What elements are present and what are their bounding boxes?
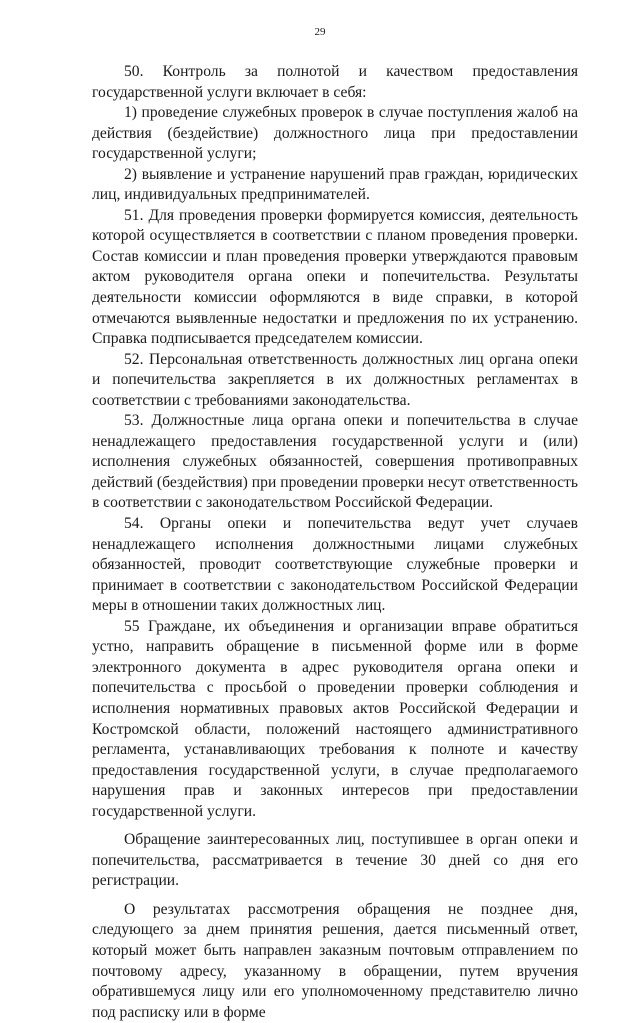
- paragraph-52: 52. Персональная ответственность должностных лиц органа опеки и попечительства закрепляется в их должностных регламентах в соответствии с требованиями законодательства.: [92, 350, 578, 409]
- paragraph-50: 50. Контроль за полнотой и качеством предоставления государственной услуги включает в себя:: [92, 63, 578, 101]
- page-number: 29: [314, 26, 326, 38]
- paragraph-50-item-1: 1) проведение служебных проверок в случае поступления жалоб на действия (бездействие) должностного лица при предоставлении государственной услуги;: [92, 104, 578, 163]
- paragraph-appeal-review: Обращение заинтересованных лиц, поступившее в орган опеки и попечительства, рассматривается в течение 30 дней со дня его регистрации.: [92, 831, 578, 890]
- paragraph-55: 55 Граждане, их объединения и организации вправе обратиться устно, направить обращение в письменной форме или в форме электронного документа в адрес руководителя органа опеки и попечительства с просьбой о проведении проверки соблюдения и исполнения нормативных правовых актов Российской Федерации и Костромской области, положений настоящего административного регламента, устанавливающих требования к полноте и качеству предоставления государственной услуги, в случае предполагаемого нарушения прав и законных интересов при предоставлении государственной услуги.: [92, 617, 578, 820]
- paragraph-50-item-2: 2) выявление и устранение нарушений прав граждан, юридических лиц, индивидуальных предпринимателей.: [92, 165, 578, 204]
- paragraph-appeal-result: О результатах рассмотрения обращения не позднее дня, следующего за днем принятия решения, дается письменный ответ, который может быть направлен заказным почтовым отправлением по почтовому адресу, указанному в обращении, путем вручения обратившемуся лицу или его уполномоченному представителю лично под расписку или в форме: [92, 900, 578, 1021]
- document-body: [92, 62, 578, 1023]
- paragraph-54: 54. Органы опеки и попечительства ведут учет случаев ненадлежащего исполнения должностными лицами служебных обязанностей, проводит соответствующие служебные проверки и принимает в соответствии с законодательством Российской Федерации меры в отношении таких должностных лиц.: [92, 515, 578, 615]
- paragraph-51: 51. Для проведения проверки формируется комиссия, деятельность которой осуществляется в соответствии с планом проведения проверки. Состав комиссии и план проведения проверки утверждаются правовым актом руководителя органа опеки и попечительства. Результаты деятельности комиссии оформляются в виде справки, в которой отмечаются выявленные недостатки и предложения по их устранению. Справка подписывается председателем комиссии.: [92, 206, 578, 348]
- paragraph-53: 53. Должностные лица органа опеки и попечительства в случае ненадлежащего предоставления государственной услуги и (или) исполнения служебных обязанностей, совершения противоправных действий (бездействия) при проведении проверки несут ответственность в соответствии с законодательством Российской Федерации.: [92, 412, 578, 512]
